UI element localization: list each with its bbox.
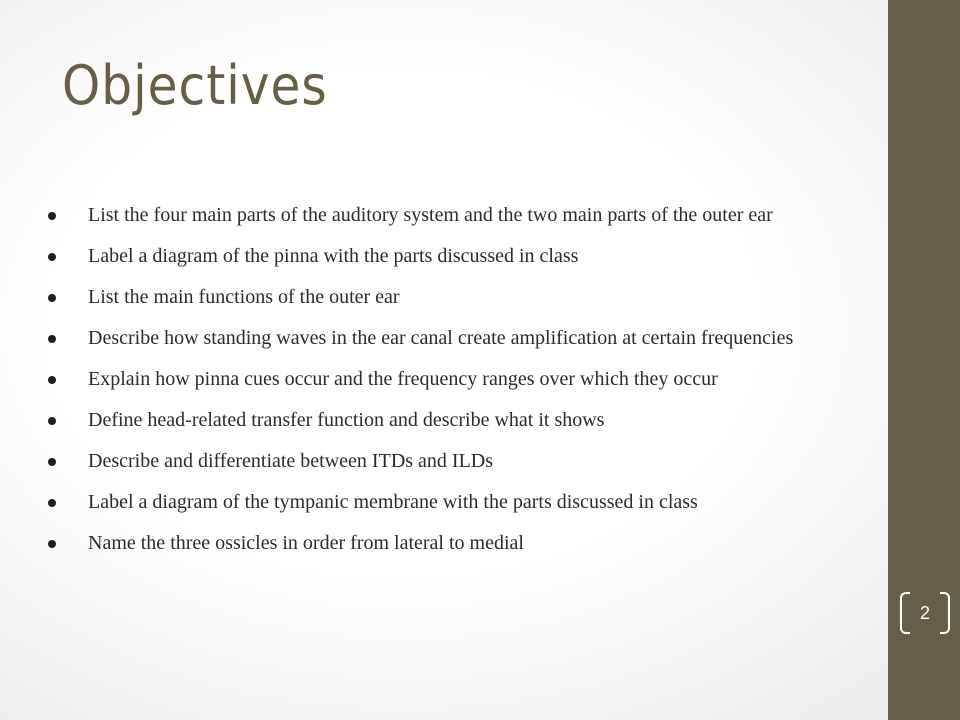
list-item (48, 487, 868, 517)
list-item (48, 241, 868, 271)
slide-title: Objectives (62, 54, 328, 117)
bullet-dot-icon (48, 335, 56, 343)
bullet-dot-icon (48, 212, 56, 220)
list-item-text: List the main functions of the outer ear (88, 286, 400, 308)
page-number-box (900, 592, 950, 634)
list-item (48, 405, 868, 435)
bullet-dot-icon (48, 376, 56, 384)
objectives-list (48, 200, 868, 569)
bullet-dot-icon (48, 417, 56, 425)
bullet-dot-icon (48, 540, 56, 548)
right-bracket-icon (940, 592, 950, 634)
list-item (48, 200, 868, 230)
bullet-dot-icon (48, 458, 56, 466)
list-item (48, 528, 868, 558)
bullet-dot-icon (48, 253, 56, 261)
list-item-text: Define head-related transfer function and describe what it shows (88, 409, 605, 431)
list-item-text: List the four main parts of the auditory system and the two main parts of the outer ear (88, 204, 773, 226)
list-item (48, 323, 868, 353)
list-item-text: Describe how standing waves in the ear canal create amplification at certain frequencies (88, 327, 794, 349)
list-item-text: Name the three ossicles in order from lateral to medial (88, 532, 524, 554)
list-item-text: Label a diagram of the pinna with the parts discussed in class (88, 245, 579, 267)
page-number: 2 (919, 603, 930, 623)
list-item (48, 282, 868, 312)
list-item-text: Label a diagram of the tympanic membrane with the parts discussed in class (88, 491, 698, 513)
list-item-text: Describe and differentiate between ITDs and ILDs (88, 450, 494, 472)
list-item (48, 364, 868, 394)
list-item-text: Explain how pinna cues occur and the frequency ranges over which they occur (88, 368, 718, 390)
bullet-dot-icon (48, 499, 56, 507)
bullet-dot-icon (48, 294, 56, 302)
list-item (48, 446, 868, 476)
